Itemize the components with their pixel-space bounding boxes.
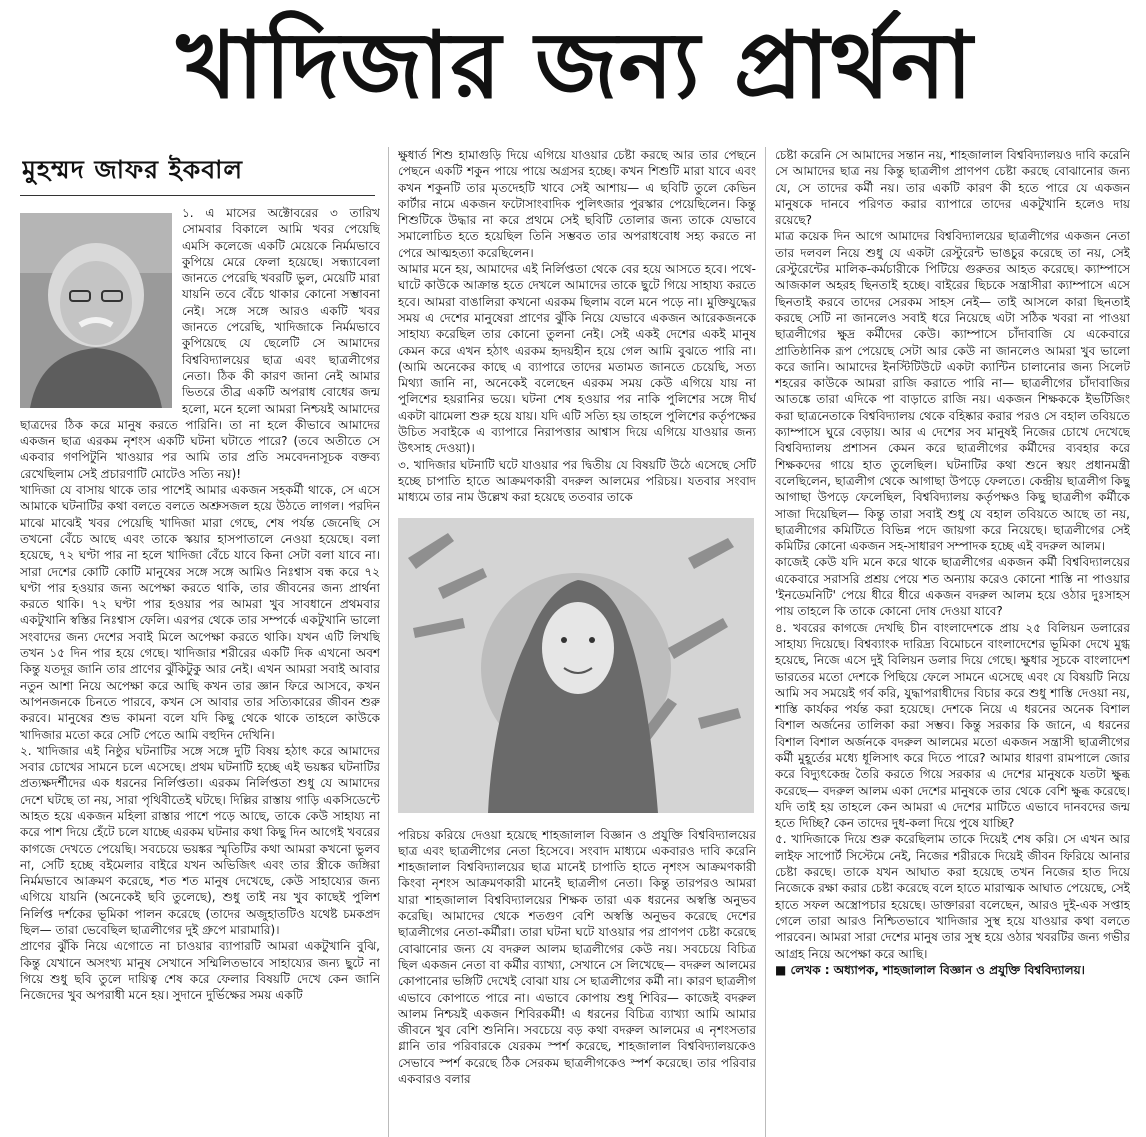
column-2	[398, 147, 756, 1137]
paragraph: ১. এ মাসের অক্টোবরের ৩ তারিখ সোমবার বিকালে আমি খবর পেয়েছি এমসি কলেজে একটি মেয়েকে নির্মমভাবে কুপিয়ে মেরে ফেলা হয়েছে। সন্ধ্যাবেলা জানতে পেরেছি খবরটি ভুল, মেয়েটি মারা যায়নি তবে বেঁচে থাকার কোনো সম্ভাবনা নেই। সঙ্গে সঙ্গে আরও একটি খবর জানতে পেরেছি, খাদিজাকে নির্মমভাবে কুপিয়েছে যে ছেলেটি সে আমাদের বিশ্ববিদ্যালয়ের ছাত্র এবং ছাত্রলীগের নেতা। ঠিক কী কারণ জানা নেই আমার ভিতরে তীব্র একটি অপরাধ বোধের জন্ম হলো, মনে হলো আমরা নিশ্চয়ই আমাদের ছাত্রদের ঠিক করে মানুষ করতে পারিনি। তা না হলে কীভাবে আমাদের একজন ছাত্র এরকম নৃশংস একটি ঘটনা ঘটাতে পারে? (তবে অতীতে সে একবার গণপিটুনি খাওয়ার পর আমি তার প্রতি সমবেদনাসূচক বক্তব্য রেখেছিলাম সেই প্রচারণাটি মোটেও সত্যি নয়)!	[20, 206, 380, 481]
column-divider	[765, 147, 766, 1137]
paragraph: প্রাণের ঝুঁকি নিয়ে এগোতে না চাওয়ার ব্যাপারটি আমরা একটুখানি বুঝি, কিন্তু যেখানে অসংখ্য মানুষ সেখানে সম্মিলিতভাবে সাহায্যের জন্য ছুটে না গিয়ে শুধু ছবি তুলে দায়িত্ব শেষ করে ফেলার বিষয়টি দেখে কেন জানি নিজেদের খুব অপরাধী মনে হয়। সুদানে দুর্ভিক্ষের সময় একটি	[20, 939, 380, 1003]
paragraph: চেষ্টা করেনি সে আমাদের সন্তান নয়, শাহজালাল বিশ্ববিদ্যালয়ও দাবি করেনি সে আমাদের ছাত্র নয় কিন্তু ছাত্রলীগ প্রাণপণ চেষ্টা করছে বোঝানোর জন্য যে, সে তাদের কর্মী নয়। তার একটি কারণ কী হতে পারে যে একজন মানুষকে দানবে পরিণত করার ব্যাপারে তাদের একটুখানি হলেও দায় রয়েছে?	[775, 148, 1130, 228]
author-note: ■ লেখক : অধ্যাপক, শাহজালাল বিজ্ঞান ও প্রযুক্তি বিশ্ববিদ্যালয়।	[775, 962, 1085, 977]
author-photo	[20, 213, 172, 408]
khadija-photo	[398, 518, 754, 813]
paragraph: ৫. খাদিজাকে দিয়ে শুরু করেছিলাম তাকে দিয়েই শেষ করি। সে এখন আর লাইফ সাপোর্ট সিস্টেমে নেই, নিজের শরীরকে দিয়েই জীবন ফিরিয়ে আনার চেষ্টা করছে। তাকে যখন আঘাত করা হয়েছে তখন নিজের হাত দিয়ে নিজেকে রক্ষা করার চেষ্টা করেছে বলে হাতে মারাত্মক আঘাত পেয়েছে, সেই হাতে সফল অস্ত্রোপচার হয়েছে। ডাক্তাররা বলেছেন, আরও দুই-এক সপ্তাহ গেলে তারা আরও নিশ্চিতভাবে খাদিজার সুস্থ হয়ে যাওয়ার কথা বলতে পারবেন। আমরা সারা দেশের মানুষ তার সুস্থ হয়ে ওঠার খবরটির জন্য গভীর আগ্রহ নিয়ে অপেক্ষা করে আছি।	[775, 832, 1130, 961]
paragraph: খাদিজা যে বাসায় থাকে তার পাশেই আমার একজন সহকর্মী থাকে, সে এসে আমাকে ঘটনাটির কথা বলতে বলতে অশ্রুসজল হয়ে উঠতে লাগল। পরদিন মাঝে মাঝেই খবর পেয়েছি খাদিজা মারা গেছে, শেষ পর্যন্ত জেনেছি সে তখনো বেঁচে আছে এবং তাকে স্কয়ার হাসপাতালে নেওয়া হয়েছে। বলা হয়েছে, ৭২ ঘণ্টা পার না হলে খাদিজা বেঁচে যাবে কিনা সেটা বলা যাবে না। সারা দেশের কোটি কোটি মানুষের সঙ্গে সঙ্গে আমিও নিঃশ্বাস বন্ধ করে ৭২ ঘণ্টা পার হওয়ার জন্য অপেক্ষা করতে থাকি, তার জীবনের জন্য প্রার্থনা করতে থাকি। ৭২ ঘণ্টা পার হওয়ার পর আমরা খুব সাবধানে প্রথমবার একটুখানি স্বস্তির নিঃশ্বাস ফেলি। এরপর থেকে তার সম্পর্কে একটুখানি ভালো সংবাদের জন্য দেশের সবাই মিলে অপেক্ষা করতে থাকি। যখন এটি লিখছি তখন ১৫ দিন পার হয়ে গেছে। খাদিজার শরীরের একটি দিক এখনো অবশ কিন্তু যতদূর জানি তার প্রাণের ঝুঁকিটুকু আর নেই। এখন আমরা সবাই আবার নতুন আশা নিয়ে অপেক্ষা করে আছি কখন তার জ্ঞান ফিরে আসবে, কখন আপনজনকে চিনতে পারবে, কখন সে আবার তার সত্যিকারের জীবন শুরু করবে। মানুষের শুভ কামনা বলে যদি কিছু থেকে থাকে তাহলে কাউকে খাদিজার মতো করে সেটি পেতে আমি বহুদিন দেখিনি।	[20, 483, 380, 742]
paragraph: মাত্র কয়েক দিন আগে আমাদের বিশ্ববিদ্যালয়ের ছাত্রলীগের একজন নেতা তার দলবল নিয়ে শুধু যে একটা রেস্টুরেন্ট ভাঙচুর করেছে তা নয়, সেই রেস্টুরেন্টের মালিক-কর্মচারীকে পিটিয়ে গুরুতর আহত করেছে। ক্যাম্পাসে আজকাল অহরহ ছিনতাই হচ্ছে। বাইরের ছিচকে সন্ত্রাসীরা ক্যাম্পাসে এসে ছিনতাই করবে তাদের সেরকম সাহস নেই— তাই আসলে কারা ছিনতাই করছে সেটি না জানলেও সবাই ধরে নিয়েছে এটা সঠিক খবরা না পাওয়া ছাত্রলীগের ক্ষুদ্র কর্মীদের কেউ। ক্যাম্পাসে চাঁদাবাজি যে একেবারে প্রাতিষ্ঠানিক রূপ পেয়েছে সেটা আর কেউ না জানলেও আমরা খুব ভালো করে জানি। আমাদের ইনস্টিটিউটে একটা ক্যান্টিন চালানোর জন্য সিলেট শহরের কাউকে আমরা রাজি করাতে পারি না— ছাত্রলীগের চাঁদাবাজির আতঙ্কে তারা এদিকে পা বাড়াতে রাজি নয়। একজন শিক্ষককে ইভটিজিং করা ছাত্রনেতাকে বিশ্ববিদ্যালয় থেকে বহিষ্কার করার পরও সে বহাল তবিয়তে ক্যাম্পাসে ঘুরে বেড়ায়। আর এ দেশের সব মানুষই নিজের চোখে দেখেছে বিশ্ববিদ্যালয় প্রশাসন কেমন করে ছাত্রলীগের কর্মীদের ব্যবহার করে শিক্ষকদের গায়ে হাত তুলেছিল। ঘটনাটির কথা শুনে স্বয়ং প্রধানমন্ত্রী বলেছিলেন, ছাত্রলীগ থেকে আগাছা উপড়ে ফেলতে। কেন্দ্রীয় ছাত্রলীগ কিছু আগাছা উপড়ে ফেলেছিল, বিশ্ববিদ্যালয় কর্তৃপক্ষও কিছু ছাত্রলীগ কর্মীকে সাজা দিয়েছিল— কিন্তু তারা সবাই শুধু যে বহাল তবিয়তে আছে তা নয়, ছাত্রলীগের কমিটিতে বিভিন্ন পদে জায়গা করে নিয়েছে। ছাত্রলীগের সেই কমিটির কোনো একজন সহ-সাধারণ সম্পাদক হচ্ছে এই বদরুল আলম।	[775, 229, 1130, 554]
paragraph: আমার মনে হয়, আমাদের এই নির্লিপ্ততা থেকে বের হয়ে আসতে হবে। পথে-ঘাটে কাউকে আক্রান্ত হতে দেখলে আমাদের তাকে ছুটে গিয়ে সাহায্য করতে হবে। আমরা বাঙালিরা কখনো এরকম ছিলাম বলে মনে পড়ে না। মুক্তিযুদ্ধের সময় এ দেশের মানুষেরা প্রাণের ঝুঁকি নিয়ে যেভাবে একজন আরেকজনকে সাহায্য করেছিল তার কোনো তুলনা নেই। সেই একই দেশের একই মানুষ কেমন করে এখন হঠাৎ এরকম হৃদয়হীন হয়ে গেল আমি বুঝতে পারি না। (আমি অনেকের কাছে এ ব্যাপারে তাদের মতামত জানতে চেয়েছি, সত্য মিথ্যা জানি না, অনেকেই বলেছেন এরকম সময় কেউ এগিয়ে যায় না পুলিশের হয়রানির ভয়ে। ঘটনা শেষ হওয়ার পর নাকি পুলিশের সঙ্গে দীর্ঘ একটা ঝামেলা শুরু হয়ে যায়। যদি এটি সত্যি হয় তাহলে পুলিশের কর্তৃপক্ষের উচিত সবাইকে এ ব্যাপারে নিরাপত্তার আশ্বাস দিয়ে এগিয়ে যাওয়ার জন্য উৎসাহ দেওয়া)।	[398, 262, 756, 456]
paragraph: ৩. খাদিজার ঘটনাটি ঘটে যাওয়ার পর দ্বিতীয় যে বিষয়টি উঠে এসেছে সেটি হচ্ছে চাপাতি হাতে আক্রমণকারী বদরুল আলমের পরিচয়। যতবার সংবাদ মাধ্যমে তার নাম উল্লেখ করা হয়েছে ততবার তাকে	[398, 457, 756, 505]
column-1	[20, 205, 380, 1137]
headline: খাদিজার জন্য প্রার্থনা	[176, 11, 974, 119]
byline: মুহম্মদ জাফর ইকবাল	[22, 155, 244, 184]
byline-rule	[20, 195, 375, 196]
paragraph: কাজেই কেউ যদি মনে করে থাকে ছাত্রলীগের একজন কর্মী বিশ্ববিদ্যালয়ের একেবারে সরাসরি প্রশ্রয় পেয়ে শত অন্যায় করেও কোনো শাস্তি না পাওয়ার 'ইনডেমনিটি' পেয়ে ধীরে ধীরে একজন বদরুল আলম হয়ে ওঠার দুঃসাহস পায় তাহলে কি তাকে কোনো দোষ দেওয়া যাবে?	[775, 555, 1130, 619]
column-divider	[388, 147, 389, 1137]
paragraph: ক্ষুধার্ত শিশু হামাগুড়ি দিয়ে এগিয়ে যাওয়ার চেষ্টা করছে আর তার পেছনে পেছনে একটি শকুন পায়ে পায়ে অগ্রসর হচ্ছে। কখন শিশুটি মারা যাবে এবং কখন শকুনটি তার মৃতদেহটি খাবে সেই আশায়— এ ছবিটি তুলে কেভিন কার্টার নামে একজন ফটোসাংবাদিক পুলিৎজার পুরস্কার পেয়েছিলেন। কিন্তু শিশুটিকে উদ্ধার না করে প্রথমে সেই ছবিটি তোলার জন্য তাকে যেভাবে সমালোচিত হতে হয়েছিল তিনি সম্ভবত তার অপরাধবোধ সহ্য করতে না পেরে আত্মহত্যা করেছিলেন।	[398, 148, 756, 260]
paragraph: ৪. খবরের কাগজে দেখছি চীন বাংলাদেশকে প্রায় ২৫ বিলিয়ন ডলারের সাহায্য দিয়েছে। বিশ্বব্যাংক দারিদ্র্য বিমোচনে বাংলাদেশের ভূমিকা দেখে মুগ্ধ হয়েছে, নিজে এসে দুই বিলিয়ন ডলার দিয়ে গেছে। ক্ষুধার সূচকে বাংলাদেশ ভারতের মতো দেশকে পিছিয়ে ফেলে সামনে এসেছে এবং যে বিষয়টি নিয়ে আমি সব সময়েই গর্ব করি, যুদ্ধাপরাধীদের বিচার করে শুধু শাস্তি দেওয়া নয়, শাস্তি কার্যকর পর্যন্ত করা হয়েছে। দেশকে নিয়ে এ ধরনের অনেক বিশাল বিশাল অর্জনের তালিকা করা সম্ভব। কিন্তু সরকার কি জানে, এ ধরনের বিশাল বিশাল অর্জনকে বদরুল আলমের মতো একজন সন্ত্রাসী ছাত্রলীগের কর্মী মুহূর্তের মধ্যে ধূলিসাৎ করে দিতে পারে? আমার ধারণা রামপালে জোর করে বিদ্যুৎকেন্দ্র তৈরি করতে গিয়ে সরকার এ দেশের মানুষকে যতটা ক্ষুব্ধ করেছে— বদরুল আলম একা দেশের মানুষকে তার থেকে বেশি ক্ষুব্ধ করেছে। যদি তাই হয় তাহলে কেন আমরা এ দেশের মাটিতে এভাবে দানবদের জন্ম হতে দিচ্ছি? কেন তাদের দুধ-কলা দিয়ে পুষে যাচ্ছি?	[775, 620, 1130, 831]
paragraph: ২. খাদিজার এই নিষ্ঠুর ঘটনাটির সঙ্গে সঙ্গে দুটি বিষয় হঠাৎ করে আমাদের সবার চোখের সামনে চলে এসেছে। প্রথম ঘটনাটি হচ্ছে এই ভয়ঙ্কর ঘটনাটির প্রত্যক্ষদর্শীদের এক ধরনের নির্লিপ্ততা। এরকম নির্লিপ্ততা শুধু যে আমাদের দেশে ঘটছে তা নয়, সারা পৃথিবীতেই ঘটছে। দিল্লির রাস্তায় গাড়ি একসিডেন্টে আহত হয়ে একজন মহিলা রাস্তার পাশে পড়ে আছে, তাকে কেউ সাহায্য না করে পাশ দিয়ে হেঁটে চলে যাচ্ছে এরকম ঘটনার কথা কিছু দিন আগেই খবরের কাগজে দেখতে পেয়েছি। সবচেয়ে ভয়ঙ্কর স্মৃতিটির কথা আমরা কখনো ভুলব না, সেটি হচ্ছে বইমেলার বাইরে যখন অভিজিৎ এবং তার স্ত্রীকে জঙ্গিরা নির্মমভাবে আক্রমণ করেছে, শত শত মানুষ দেখেছে, কেউ সাহায্যের জন্য এগিয়ে যায়নি (অনেকেই ছবি তুলেছে), শুধু তাই নয় খুব কাছেই পুলিশ নির্লিপ্ত দর্শকের ভূমিকা পালন করেছে (তাদের অজুহাতটিও যথেষ্ট চমকপ্রদ ছিল— তারা ভেবেছিল ছাত্রলীগের দুই গ্রুপে মারামারি)।	[20, 743, 380, 938]
column-3	[775, 147, 1130, 1137]
paragraph: পরিচয় করিয়ে দেওয়া হয়েছে শাহজালাল বিজ্ঞান ও প্রযুক্তি বিশ্ববিদ্যালয়ের ছাত্র এবং ছাত্রলীগের নেতা হিসেবে। সংবাদ মাধ্যমে একবারও দাবি করেনি শাহজালাল বিশ্ববিদ্যালয়ের ছাত্র মানেই চাপাতি হাতে নৃশংস আক্রমণকারী কিংবা নৃশংস আক্রমণকারী মানেই ছাত্রলীগ নেতা। কিন্তু তারপরও আমরা যারা শাহজালাল বিশ্ববিদ্যালয়ের শিক্ষক তারা এক ধরনের অস্বস্তি অনুভব করেছি। আমাদের থেকে শতগুণ বেশি অস্বস্তি অনুভব করেছে দেশের ছাত্রলীগের নেতা-কর্মীরা। তারা ঘটনা ঘটে যাওয়ার পর প্রাণপণ চেষ্টা করেছে বোঝানোর জন্য যে বদরুল আলম ছাত্রলীগের কেউ নয়। সবচেয়ে বিচিত্র ছিল একজন নেতা বা কর্মীর ব্যাখ্যা, সেখানে সে লিখেছে— বদরুল আলমের কোপানোর ভঙ্গিটি দেখেই বোঝা যায় সে ছাত্রলীগের কর্মী না। কারণ ছাত্রলীগ এভাবে কোপাতে পারে না। এভাবে কোপায় শুধু শিবির— কাজেই বদরুল আলম নিশ্চয়ই একজন শিবিরকর্মী! এ ধরনের বিচিত্র ব্যাখ্যা আমি আমার জীবনে খুব বেশি শুনিনি। সবচেয়ে বড় কথা বদরুল আলমের এ নৃশংসতার গ্লানি তার পরিবারকে যেরকম স্পর্শ করেছে, শাহজালাল বিশ্ববিদ্যালয়কেও সেভাবে স্পর্শ করেছে ঠিক সেরকম ছাত্রলীগকেও স্পর্শ করেছে। তার পরিবার একবারও বলার	[398, 827, 756, 1086]
